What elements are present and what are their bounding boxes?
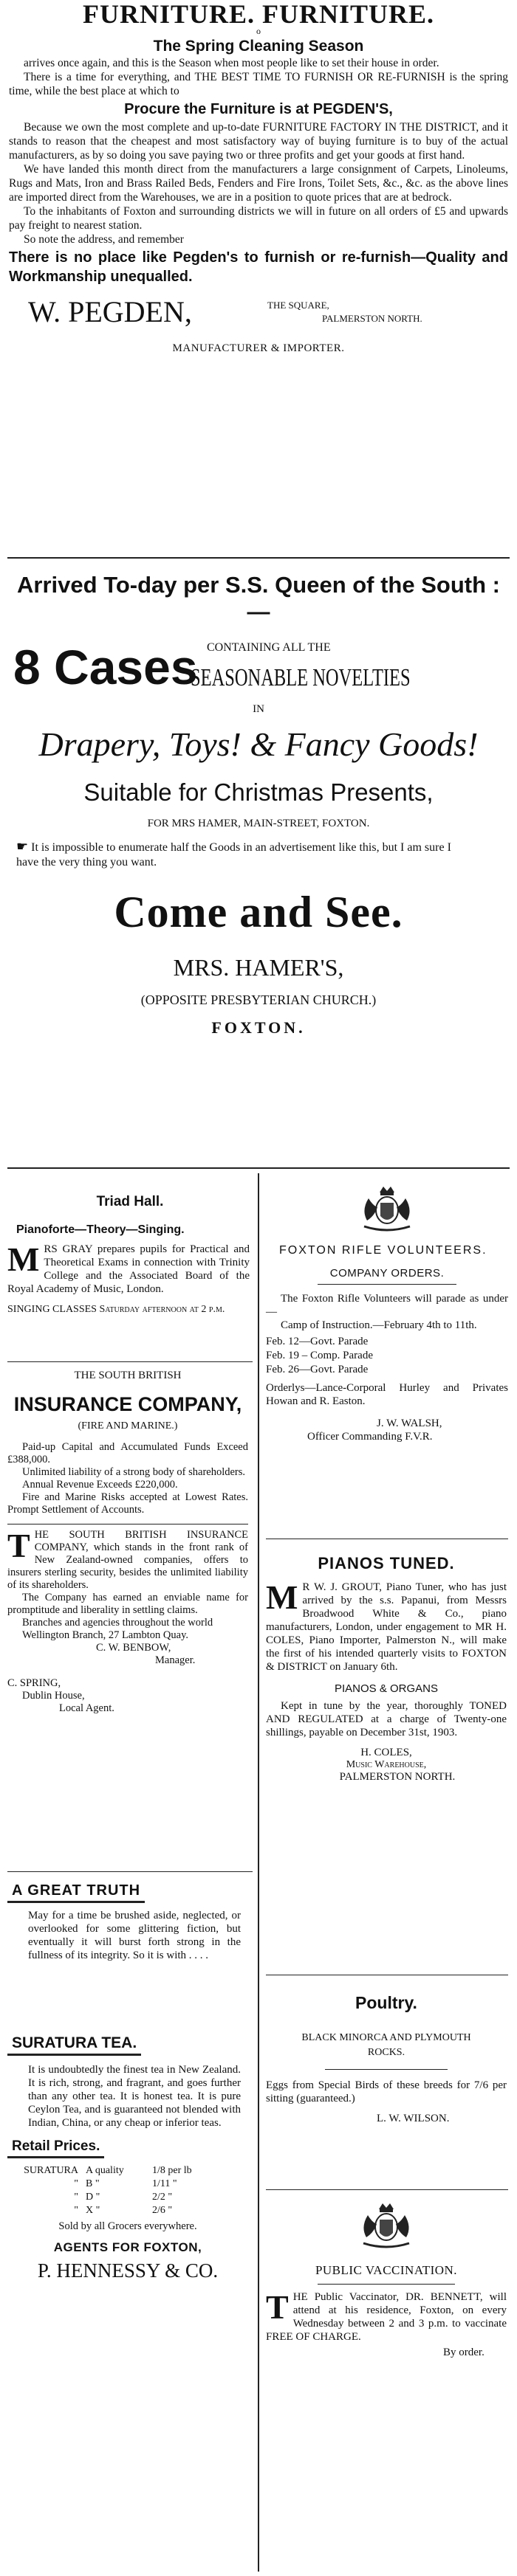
price-name: " — [74, 2205, 78, 2216]
pegden-tagline: There is no place like Pegden's to furnish or re-furnish—Quality and Workmanship unequalled. — [9, 249, 508, 285]
pianos-body: R W. J. GROUT, Piano Tuner, who has just arrived by the s.s. Papanui, from Messrs Broadwood White & Co., piano manufacturers, London, under engagement to MR H. COLES, Piano Importer, Palmerston N., will make the first of his intended quarterly visits to FOXTON & DISTRICT on January 6th. — [266, 1581, 507, 1673]
containing-text: CONTAINING ALL THE — [207, 641, 331, 654]
opposite-church: (OPPOSITE PRESBYTERIAN CHURCH.) — [140, 992, 377, 1007]
parade-item: Feb. 12—Govt. Parade — [266, 1336, 369, 1347]
rule-1 — [7, 557, 510, 559]
left-column — [4, 1173, 256, 2572]
royal-crest-icon — [266, 1184, 508, 1236]
price-quality: X " — [86, 2205, 100, 2216]
insurance-agent-house: Dublin House, — [22, 1690, 85, 1702]
vaccination-by-order: By order. — [443, 2347, 485, 2358]
insurance-p6: The Company has earned an enviable name for promptitude and liberality in settling claims. — [7, 1592, 248, 1616]
suratura-title: SURATURA TEA. — [7, 2034, 141, 2056]
poultry-body: Eggs from Special Birds of these breeds for 7/6 per sitting (guaranteed.) — [266, 2079, 507, 2104]
agents-heading: AGENTS FOR FOXTON, — [53, 2240, 202, 2254]
price-row — [19, 2178, 219, 2191]
pianos-sub: PIANOS & ORGANS — [334, 1682, 439, 1695]
price-name: " — [74, 2192, 78, 2203]
great-truth-advert — [4, 1872, 256, 2034]
poultry-signer: L. W. WILSON. — [377, 2113, 450, 2124]
rifle-orders: COMPANY ORDERS. — [329, 1267, 445, 1280]
insurance-manager-name: C. W. BENBOW, — [96, 1642, 171, 1654]
insurance-agent-title: Local Agent. — [59, 1702, 114, 1714]
price-name: " — [74, 2178, 78, 2189]
suratura-advert — [4, 2034, 256, 2352]
price-quality: A quality — [86, 2165, 124, 2176]
novelties-text: SEASONABLE NOVELTIES — [191, 664, 411, 691]
parade-list — [266, 1335, 508, 1377]
pianos-drop-cap: M — [266, 1578, 298, 1616]
insurance-title: INSURANCE COMPANY, — [13, 1393, 242, 1415]
pianos-warehouse: Music Warehouse, — [346, 1759, 427, 1770]
furniture-banner: FURNITURE. FURNITURE. — [82, 0, 435, 29]
poultry-title: Poultry. — [355, 1993, 417, 2012]
rifle-p3: Orderlys—Lance-Corporal Hurley and Privates Howan and R. Easton. — [266, 1382, 508, 1407]
insurance-drop-cap: T — [7, 1527, 30, 1564]
insurance-branch: Wellington Branch, 27 Lambton Quay. — [22, 1629, 189, 1641]
rifle-p2: Camp of Instruction.—February 4th to 11th. — [281, 1319, 477, 1331]
price-row — [19, 2191, 219, 2204]
insurance-p7: Branches and agencies throughout the world — [22, 1617, 213, 1629]
price-value: 1/11 " — [152, 2178, 177, 2189]
pianos-signer: H. COLES, — [360, 1747, 412, 1758]
great-truth-title: A GREAT TRUTH — [7, 1882, 145, 1903]
pegden-role: MANUFACTURER & IMPORTER. — [172, 342, 345, 354]
price-quality: B " — [86, 2178, 100, 2189]
hamer-advert — [0, 572, 517, 1162]
procure-heading: Procure the Furniture is at PEGDEN'S, — [124, 101, 393, 117]
great-truth-body: May for a time be brushed aside, neglected, or overlooked for some glittering fiction, but eventually it will burst forth strong in the fullness of its integrity. So it is with . . . . — [28, 1910, 241, 1961]
in-text: IN — [253, 703, 264, 715]
poultry-sub: BLACK MINORCA AND PLYMOUTH ROCKS. — [301, 2032, 471, 2058]
column-divider — [258, 1173, 259, 2572]
goods-heading: Drapery, Toys! & Fancy Goods! — [38, 725, 479, 763]
insurance-p1: Paid-up Capital and Accumulated Funds Exceed £388,000. — [7, 1441, 248, 1465]
pegden-signature — [0, 295, 517, 339]
royal-crest-icon — [266, 2200, 507, 2253]
pegden-p1: arrives once again, and this is the Season when most people like to set their house in order. — [24, 57, 439, 69]
parade-item: Feb. 26—Govt. Parade — [266, 1364, 369, 1375]
pegden-name: W. PEGDEN, — [28, 295, 192, 328]
pegden-advert — [0, 0, 517, 550]
price-row — [19, 2204, 219, 2217]
price-table — [19, 2164, 219, 2217]
pegden-address-1: THE SQUARE, — [267, 300, 329, 311]
price-quality: D " — [86, 2192, 100, 2203]
pegden-p6: So note the address, and remember — [24, 233, 184, 246]
price-row — [19, 2164, 219, 2178]
cases-block — [0, 638, 517, 705]
pianos-advert — [261, 1539, 513, 1975]
pegden-address-2: PALMERSTON NORTH. — [322, 313, 422, 324]
cases-count: 8 Cases — [13, 640, 198, 694]
vaccination-title: PUBLIC VACCINATION. — [315, 2263, 458, 2277]
season-heading: The Spring Cleaning Season — [153, 38, 364, 55]
triad-drop-cap: M — [7, 1240, 40, 1278]
vaccination-advert — [261, 2190, 513, 2456]
price-value: 2/2 " — [152, 2192, 173, 2203]
impossible-text-wrap — [0, 839, 517, 870]
rifle-title: FOXTON RIFLE VOLUNTEERS. — [279, 1244, 487, 1257]
price-name: SURATURA — [24, 2165, 78, 2176]
pegden-p4: We have landed this month direct from the manufacturers a large consignment of Carpets, Linoleums, Rugs and Mats, Iron and Brass Railed Beds, Fenders and Fire Irons, Toilet Sets, &c., &c. as the above lines are imported direct from the Warehouses, we are in a position to quote prices that are at bedrock. — [9, 163, 508, 204]
arrived-heading: Arrived To-day per S.S. Queen of the South :— — [17, 572, 500, 624]
rifle-officer: Officer Commanding F.V.R. — [307, 1431, 433, 1443]
vaccination-drop-cap: T — [266, 2288, 289, 2326]
pegden-p2: There is a time for everything, and THE BEST TIME TO FURNISH OR RE-FURNISH is the spring time, while the best place at which to — [9, 71, 508, 97]
vaccination-body: HE Public Vaccinator, DR. BENNETT, will attend at his residence, Foxton, on every Wednesday between 2 and 3 p.m. to vaccinate FREE OF CHARGE. — [266, 2291, 507, 2343]
come-and-see: Come and See. — [114, 888, 403, 936]
rifle-advert — [261, 1173, 513, 1539]
rifle-p1: The Foxton Rifle Volunteers will parade as under— — [266, 1293, 508, 1318]
retail-prices-title: Retail Prices. — [7, 2138, 104, 2158]
rule-2 — [7, 1167, 510, 1169]
suratura-body: It is undoubtedly the finest tea in New Zealand. It is rich, strong, and fragrant, and goes further than any other tea. It is honest tea. It is pure Ceylon Tea, and is guaranteed not blended with Indian, China, or any cheap or inferior teas. — [28, 2064, 241, 2129]
right-column — [261, 1173, 513, 2572]
price-value: 1/8 per lb — [152, 2165, 192, 2176]
triad-body: RS GRAY prepares pupils for Practical and Theoretical Exams in connection with Trinity College and the Associated Board of the Royal Academy of Music, London. — [7, 1243, 250, 1295]
poultry-advert — [261, 1975, 513, 2189]
pianos-town: PALMERSTON NORTH. — [339, 1771, 456, 1783]
pegden-p3: Because we own the most complete and up-to-date FURNITURE FACTORY IN THE DISTRICT, and it stands to reason that the cheapest and most satisfactory way of buying furniture is to buy of the actual manufacturers, as by so doing you save paying two or three profits and get your goods at first hand. — [9, 121, 508, 162]
triad-classes: SINGING CLASSES Saturday afternoon at 2 p.m. — [7, 1304, 225, 1315]
insurance-manager-title: Manager. — [155, 1654, 196, 1666]
price-value: 2/6 " — [152, 2205, 173, 2216]
triad-subtitle: Pianoforte—Theory—Singing. — [16, 1223, 185, 1236]
insurance-agent-name: C. SPRING, — [7, 1677, 61, 1689]
christmas-heading: Suitable for Christmas Presents, — [83, 778, 434, 806]
triad-hall-advert — [4, 1173, 256, 1361]
insurance-p3: Annual Revenue Exceeds £220,000. — [22, 1479, 178, 1491]
mrs-hamer: MRS. HAMER'S, — [173, 954, 344, 981]
sold-by-text: Sold by all Grocers everywhere. — [58, 2220, 197, 2232]
insurance-p4: Fire and Marine Risks accepted at Lowest Rates. Prompt Settlement of Accounts. — [7, 1491, 248, 1516]
foxton-town: FOXTON. — [211, 1018, 306, 1037]
hennessy-name: P. HENNESSY & CO. — [37, 2259, 219, 2282]
insurance-p5: HE SOUTH BRITISH INSURANCE COMPANY, which stands in the front rank of New Zealand-owned companies, offers to insurers sterling security, besides the unlimited liability of its shareholders. — [7, 1529, 248, 1591]
insurance-sub: (FIRE AND MARINE.) — [78, 1420, 178, 1432]
insurance-p2: Unlimited liability of a strong body of shareholders. — [22, 1466, 246, 1478]
pianos-title: PIANOS TUNED. — [318, 1554, 455, 1572]
ornament: o — [256, 26, 261, 36]
insurance-company: THE SOUTH BRITISH — [74, 1370, 182, 1381]
pegden-p5: To the inhabitants of Foxton and surrounding districts we will in future on all orders of £5 and upwards pay freight to nearest station. — [9, 205, 508, 232]
triad-title: Triad Hall. — [96, 1194, 164, 1209]
impossible-text: It is impossible to enumerate half the Goods in an advertisement like this, but I am sure I have the very thing you want. — [16, 841, 451, 869]
pointing-hand-icon: ☛ — [16, 839, 29, 854]
insurance-advert — [4, 1362, 256, 1871]
rifle-signer: J. W. WALSH, — [377, 1418, 442, 1429]
pianos-body-2: Kept in tune by the year, thoroughly TONED AND REGULATED at a charge of Twenty-one shillings, payable on December 31st, 1903. — [266, 1700, 507, 1738]
for-line: FOR MRS HAMER, MAIN-STREET, FOXTON. — [147, 818, 370, 829]
parade-item: Feb. 19 – Comp. Parade — [266, 1350, 373, 1361]
